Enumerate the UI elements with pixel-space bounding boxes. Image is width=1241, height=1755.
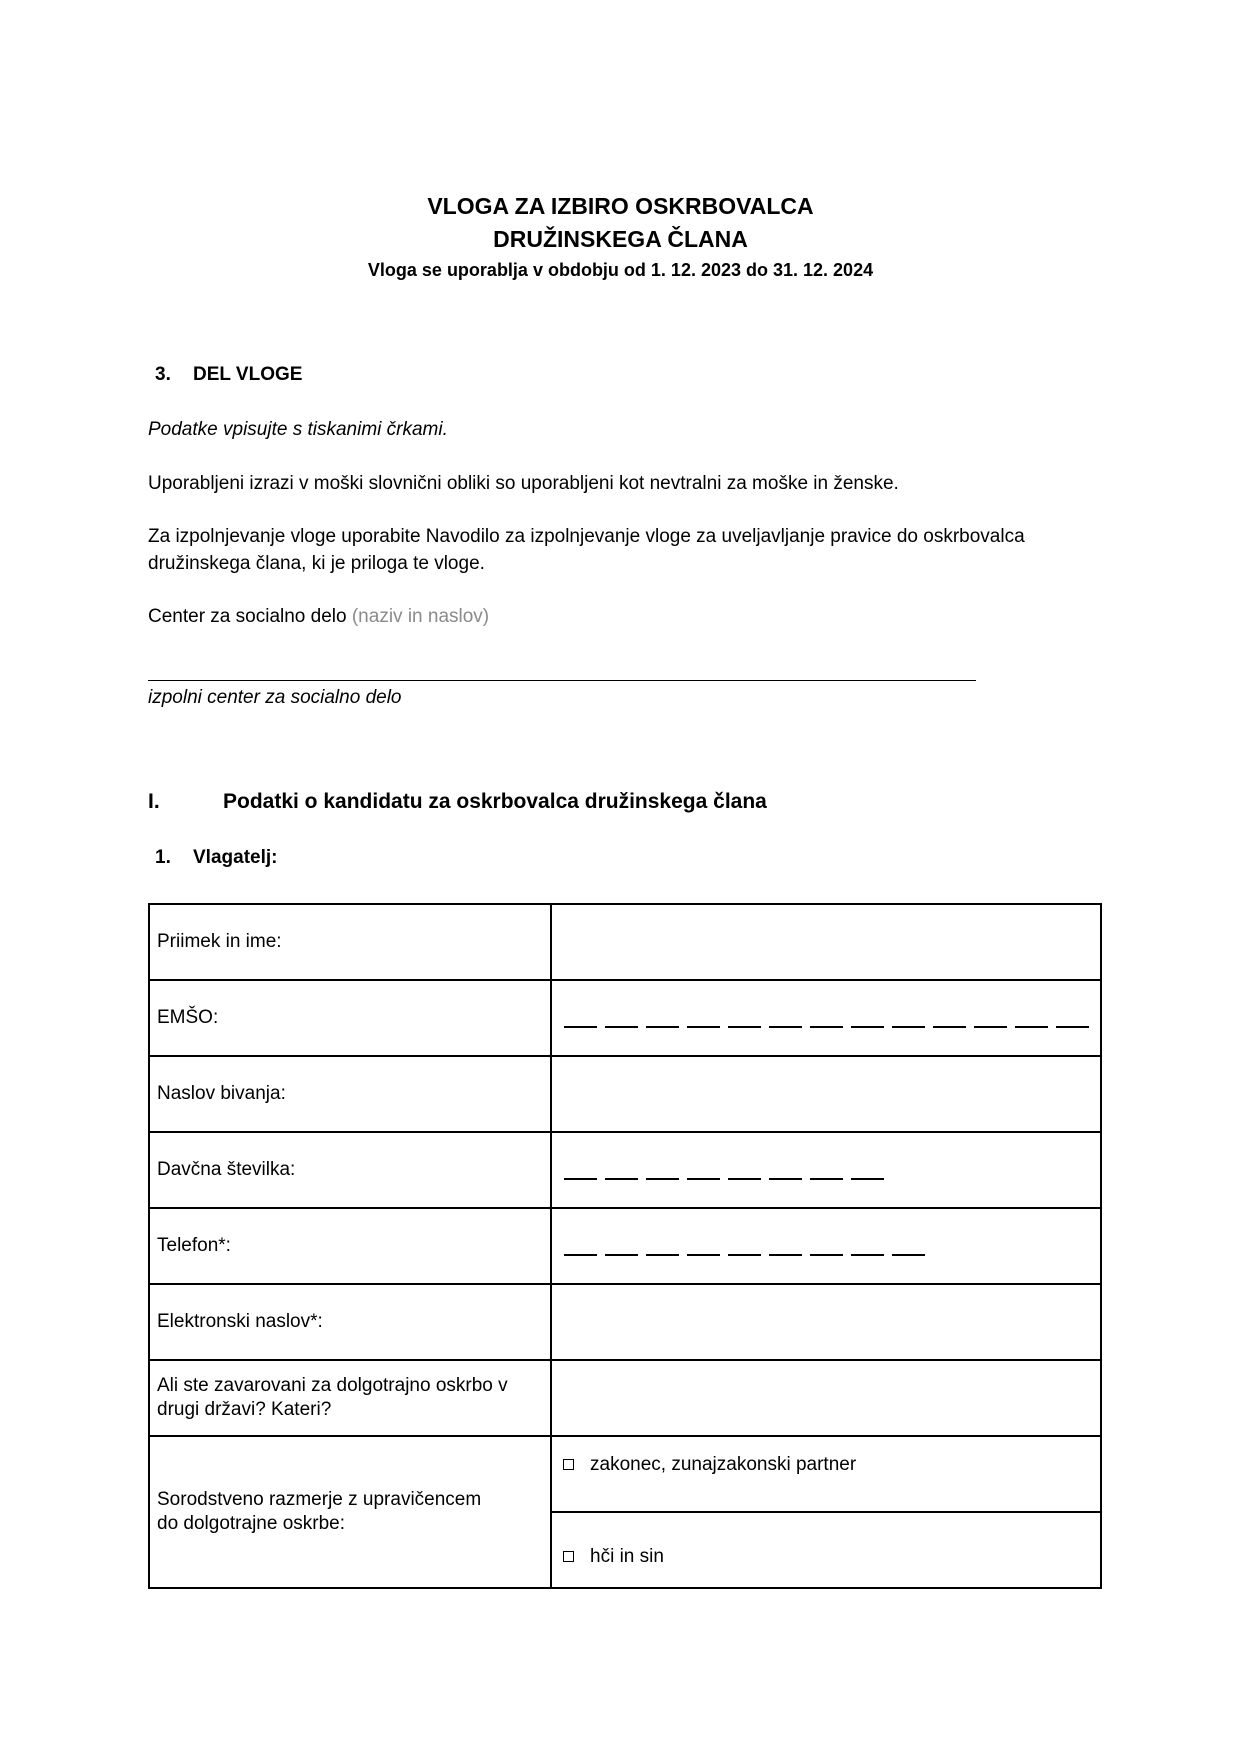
relation-option-label: zakonec, zunajzakonski partner bbox=[590, 1454, 857, 1475]
relation-label-line-1: Sorodstveno razmerje z upravičencem bbox=[157, 1489, 482, 1510]
form-row-emso bbox=[149, 980, 1101, 1056]
digit-blank[interactable] bbox=[933, 1026, 966, 1028]
subsection-1-heading bbox=[155, 847, 277, 869]
form-row-address bbox=[149, 1056, 1101, 1132]
emso-field[interactable] bbox=[551, 980, 1101, 1056]
section-number: 3. bbox=[155, 364, 171, 385]
center-fill-note: izpolni center za socialno delo bbox=[148, 687, 402, 708]
digit-blank[interactable] bbox=[1056, 1026, 1089, 1028]
center-fill-line[interactable] bbox=[148, 680, 976, 681]
form-row-phone bbox=[149, 1208, 1101, 1284]
form-row-email bbox=[149, 1284, 1101, 1360]
form-row-relation-1 bbox=[149, 1436, 1101, 1512]
digit-blank[interactable] bbox=[646, 1254, 679, 1256]
digit-blank[interactable] bbox=[605, 1178, 638, 1180]
phone-digit-blanks bbox=[559, 1254, 1093, 1256]
checkbox-icon[interactable] bbox=[563, 1551, 574, 1562]
relation-option-child[interactable] bbox=[551, 1512, 1101, 1588]
digit-blank[interactable] bbox=[728, 1254, 761, 1256]
digit-blank[interactable] bbox=[564, 1026, 597, 1028]
tax-digit-blanks bbox=[559, 1178, 1093, 1180]
validity-period: Vloga se uporablja v obdobju od 1. 12. 2023 do 31. 12. 2024 bbox=[367, 260, 874, 280]
document-title bbox=[0, 190, 1241, 282]
digit-blank[interactable] bbox=[728, 1026, 761, 1028]
part-title: Podatki o kandidatu za oskrbovalca družinskega člana bbox=[223, 790, 767, 813]
title-line-2: DRUŽINSKEGA ČLANA bbox=[493, 226, 748, 252]
insured-label-line-2: drugi državi? Kateri? bbox=[157, 1399, 332, 1420]
digit-blank[interactable] bbox=[810, 1254, 843, 1256]
relation-option-label: hči in sin bbox=[590, 1546, 664, 1567]
title-line-1: VLOGA ZA IZBIRO OSKRBOVALCA bbox=[427, 193, 814, 219]
form-row-surname-name bbox=[149, 904, 1101, 980]
digit-blank[interactable] bbox=[564, 1254, 597, 1256]
emso-label: EMŠO: bbox=[149, 980, 551, 1056]
digit-blank[interactable] bbox=[687, 1178, 720, 1180]
section-label: DEL VLOGE bbox=[193, 364, 303, 385]
emso-digit-blanks bbox=[559, 1026, 1093, 1028]
digit-blank[interactable] bbox=[810, 1026, 843, 1028]
surname-name-field[interactable] bbox=[551, 904, 1101, 980]
center-label: Center za socialno delo bbox=[148, 606, 347, 627]
email-field[interactable] bbox=[551, 1284, 1101, 1360]
digit-blank[interactable] bbox=[646, 1026, 679, 1028]
center-hint: (naziv in naslov) bbox=[351, 606, 490, 627]
insured-abroad-field[interactable] bbox=[551, 1360, 1101, 1436]
tax-number-field[interactable] bbox=[551, 1132, 1101, 1208]
digit-blank[interactable] bbox=[564, 1178, 597, 1180]
relation-option-spouse[interactable] bbox=[551, 1436, 1101, 1512]
digit-blank[interactable] bbox=[892, 1026, 925, 1028]
print-note: Podatke vpisujte s tiskanimi črkami. bbox=[148, 419, 448, 440]
applicant-form-table bbox=[148, 903, 1102, 1589]
digit-blank[interactable] bbox=[728, 1178, 761, 1180]
digit-blank[interactable] bbox=[892, 1254, 925, 1256]
digit-blank[interactable] bbox=[974, 1026, 1007, 1028]
digit-blank[interactable] bbox=[687, 1254, 720, 1256]
digit-blank[interactable] bbox=[769, 1254, 802, 1256]
digit-blank[interactable] bbox=[1015, 1026, 1048, 1028]
relation-label-line-2: do dolgotrajne oskrbe: bbox=[157, 1513, 346, 1534]
digit-blank[interactable] bbox=[769, 1178, 802, 1180]
phone-label: Telefon*: bbox=[149, 1208, 551, 1284]
surname-name-label: Priimek in ime: bbox=[149, 904, 551, 980]
center-label-line bbox=[148, 603, 489, 630]
digit-blank[interactable] bbox=[851, 1178, 884, 1180]
part-roman: I. bbox=[148, 790, 160, 813]
form-row-tax-number bbox=[149, 1132, 1101, 1208]
section-3-heading bbox=[155, 364, 302, 386]
gender-note: Uporabljeni izrazi v moški slovnični obliki so uporabljeni kot nevtralni za moške in ženske. bbox=[148, 473, 899, 494]
guide-note bbox=[148, 523, 1025, 577]
email-label: Elektronski naslov*: bbox=[149, 1284, 551, 1360]
digit-blank[interactable] bbox=[605, 1026, 638, 1028]
part-1-heading bbox=[148, 790, 767, 814]
digit-blank[interactable] bbox=[810, 1178, 843, 1180]
digit-blank[interactable] bbox=[851, 1026, 884, 1028]
digit-blank[interactable] bbox=[605, 1254, 638, 1256]
checkbox-icon[interactable] bbox=[563, 1459, 574, 1470]
form-row-insured-abroad bbox=[149, 1360, 1101, 1436]
insured-label-line-1: Ali ste zavarovani za dolgotrajno oskrbo v bbox=[157, 1375, 508, 1396]
digit-blank[interactable] bbox=[646, 1178, 679, 1180]
guide-line-1: Za izpolnjevanje vloge uporabite Navodilo za izpolnjevanje vloge za uveljavljanje pravice do oskrbovalca bbox=[148, 526, 1025, 547]
tax-number-label: Davčna številka: bbox=[149, 1132, 551, 1208]
subsection-number: 1. bbox=[155, 847, 171, 868]
digit-blank[interactable] bbox=[851, 1254, 884, 1256]
subsection-label: Vlagatelj: bbox=[193, 847, 278, 868]
digit-blank[interactable] bbox=[687, 1026, 720, 1028]
insured-abroad-label bbox=[149, 1360, 551, 1436]
digit-blank[interactable] bbox=[769, 1026, 802, 1028]
address-field[interactable] bbox=[551, 1056, 1101, 1132]
relation-label bbox=[149, 1436, 551, 1588]
address-label: Naslov bivanja: bbox=[149, 1056, 551, 1132]
guide-line-2: družinskega člana, ki je priloga te vloge. bbox=[148, 553, 485, 574]
phone-field[interactable] bbox=[551, 1208, 1101, 1284]
